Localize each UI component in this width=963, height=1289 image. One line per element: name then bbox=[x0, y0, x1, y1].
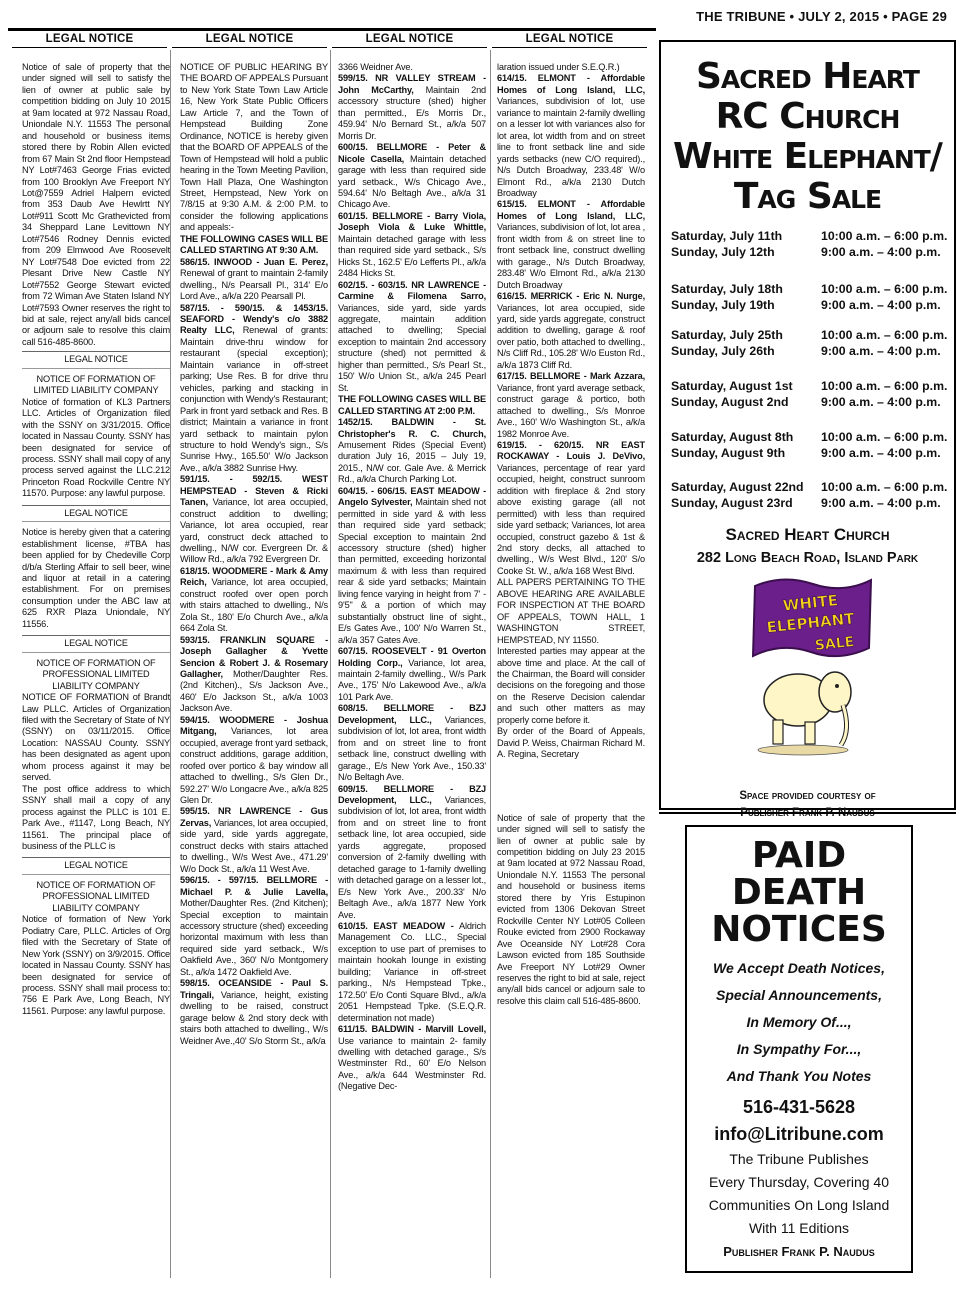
column-heading-4: LEGAL NOTICE bbox=[525, 33, 614, 45]
column-divider bbox=[170, 50, 171, 1278]
case-entry: 601/15. BELLMORE - Barry Viola, Joseph Viola & Luke Whittle, Maintain detached garage with less than required side yard setback., S/s Hicks St., 162.5' E/o Lefferts Pl., a/k/a 2484 Hicks St. bbox=[338, 210, 486, 279]
notice-title: NOTICE OF FORMATION OF PROFESSIONAL LIMITED LIABILITY COMPANY bbox=[36, 879, 156, 913]
church-name: Sacred Heart Church bbox=[725, 525, 890, 544]
top-rule bbox=[8, 28, 656, 31]
hearing-intro: NOTICE OF PUBLIC HEARING BY THE BOARD OF APPEALS Pursuant to New York State Town Law Article 16, New York State Public Officers Law Article 7, and the Town of Hempstead Building Zone Ordinance, NOTICE is hereby given that the BOARD OF APPEALS of the Town of Hempstead will hold a public hearing in the Town Meeting Pavilion, Town Hall Plaza, One Washington Street, Hempstead, New York on 7/8/15 at 9:30 A.M. & 2:00 P.M. to consider the following applications and appeals:- bbox=[180, 62, 328, 233]
case-entry: 587/15. - 590/15. & 1453/15. SEAFORD - Wendy's c/o 3882 Realty LLC, Renewal of grants: Maintain drive-thru window for restaurant (special exception); Maintain variance in off-street parking; Use Res. B for drive thru vehicles, parking and stacking in conjunction with Wendy's Restaurant; Park in front yard setback and Res. B district; Maintain a variance in front yard setback to maintain pylon structure to hold Wendy's sign., S/s Sunrise Hwy., 165.50' W/o Jackson Ave., a/k/a 3882 Sunrise Hwy. bbox=[180, 302, 328, 473]
legal-column-1 bbox=[22, 62, 170, 1017]
heading-rule bbox=[332, 47, 487, 48]
case-entry: 591/15. - 592/15. WEST HEMPSTEAD - Steven & Ricki Tanen, Variance, lot area occupied, construct addition to dwelling; Variance, lot area occupied, rear yard, construct deck attached to dwelling., N/W cor. Evergreen Dr. & Willow Rd., a/k/a 792 Evergreen Dr. bbox=[180, 474, 328, 565]
cases-heading: THE FOLLOWING CASES WILL BE CALLED STARTING AT 2:00 P.M. bbox=[338, 394, 486, 416]
case-entry: 604/15. - 606/15. EAST MEADOW - Angelo Sylvester, Maintain shed not permitted in side yard & with less than required side yard setback; Special exception to maintain 2nd accessory structure (shed) higher than permitted, exceeding horizontal maximum & with less than required rear & side yard setbacks; Maintain living fence varying in height from 7' - 9'5" & a portion of which may substantially obstruct line of sight., E/s Gates Ave., 100' N/o Warren St., a/k/a 357 Gates Ave. bbox=[338, 485, 486, 645]
notice-body: NOTICE OF FORMATION of Brandt Law PLLC. Articles of Organization filed with the Secretary of State of NY (SSNY) on 03/11/2015. Office Location: NASSAU County. SSNY has been designated as agent upon whom process against it may be served. bbox=[22, 692, 170, 783]
case-entry: 615/15. ELMONT - Affordable Homes of Long Island, LLC, Variances, subdivision of lot, lot area , front width from & on street line to front setback line, construct dwelling with garage., N/s Dutch Broadway, 283.48' W/o Elmont Rd., a/k/a 2130 Dutch Broadway bbox=[497, 199, 645, 290]
case-entry: 1452/15. BALDWIN - St. Christopher's R. C. Church, Amusement Rides (Special Event) duration July 16, 2015 – July 19, 2015., N/W cor. Gale Ave. & Merrick Rd., a/k/a Church Parking Lot. bbox=[338, 417, 486, 485]
case-entry: 599/15. NR VALLEY STREAM - John McCarthy, Maintain 2nd accessory structure (shed) higher than permitted., E/s Morris Dr., 459.94' N/o Bernard St., a/k/a 507 Morris Dr. bbox=[338, 73, 486, 141]
cases-heading: THE FOLLOWING CASES WILL BE CALLED STARTING AT 9:30 A.M. bbox=[180, 233, 328, 256]
schedule-block: Saturday, July 18th 10:00 a.m. – 6:00 p.m. Sunday, July 19th 9:00 a.m. – 4:00 p.m. bbox=[671, 282, 948, 312]
case-entry: 616/15. MERRICK - Eric N. Nurge, Variances, lot area occupied, side yard, side yards aggregate, construct addition to dwelling, garage & roof over patio, both attached to dwelling., N/s Cliff Rd., 105.28' W/o Euston Rd., a/k/a 1873 Cliff Rd. bbox=[497, 291, 645, 370]
publication-info: The Tribune Publishes Every Thursday, Covering 40 Communities On Long Island With 11 Editions bbox=[708, 1151, 890, 1236]
schedule-block: Saturday, July 11th 10:00 a.m. – 6:00 p.m. Sunday, July 12th 9:00 a.m. – 4:00 p.m. bbox=[671, 229, 948, 259]
notice-body: The post office address to which SSNY shall mail a copy of any process against the PLLC is 101 E. Park Ave., #1147, Long Beach, NY 11561. The principal place of business of the PLLC is bbox=[22, 783, 170, 851]
case-entry: 610/15. EAST MEADOW - Aldrich Management Co. LLC., Special exception to use part of premises to maintain hookah lounge in existing building; Variance in off-street parking., N/s Hempstead Tpke., 172.50' E/o Conti Square Blvd., a/k/a 2051 Hempstead Tpke. (S.E.Q.R. determination not made) bbox=[338, 920, 486, 1023]
legal-notice-heading: LEGAL NOTICE bbox=[22, 638, 170, 649]
schedule-block: Saturday, July 25th 10:00 a.m. – 6:00 p.m. Sunday, July 26th 9:00 a.m. – 4:00 p.m. bbox=[671, 328, 948, 358]
legal-notice-heading: LEGAL NOTICE bbox=[22, 508, 170, 519]
column-heading-1: LEGAL NOTICE bbox=[45, 33, 134, 45]
svg-text:SALE: SALE bbox=[814, 634, 856, 655]
case-entry: 586/15. INWOOD - Juan E. Perez, Renewal of grant to maintain 2-family dwelling., N/s Pearsall Pl., 314' E/o Lord Ave., a/k/a 220 Pearsall Pl. bbox=[180, 256, 328, 302]
column-heading-3: LEGAL NOTICE bbox=[365, 33, 454, 45]
schedule-block: Saturday, August 22nd 10:00 a.m. – 6:00 p.m. Sunday, August 23rd 9:00 a.m. – 4:00 p.m. bbox=[671, 480, 948, 510]
case-entry: 607/15. ROOSEVELT - 91 Overton Holding Corp., Variance, lot area, maintain 2-family dwelling., W/s Park Ave., 175' N/o Lakewood Ave., a/k/a 101 Park Ave. bbox=[338, 646, 486, 702]
column-heading-2: LEGAL NOTICE bbox=[205, 33, 294, 45]
column-divider bbox=[490, 50, 491, 1278]
case-entry: 593/15. FRANKLIN SQUARE - Joseph Gallagher & Yvette Sencion & Robert J. & Rosemary Gallagher, Mother/Daughter Res. (2nd Kitchen)., S/s Jackson Ave., 460' E/o Jackson St., a/k/a 1003 Jackson Ave. bbox=[180, 634, 328, 714]
legal-column-3 bbox=[338, 62, 486, 1093]
case-entry: 617/15. BELLMORE - Mark Azzara, Variance, front yard average setback, construct garage & portico, both attached to dwelling., S/s Monroe Ave., 160' W/o Washington St., a/k/a 1982 Monroe Ave. bbox=[497, 371, 645, 439]
case-entry: 614/15. ELMONT - Affordable Homes of Long Island, LLC, Variances, subdivision of lot, use variance to maintain 2-family dwelling on a lesser lot with variances also for lot area, lot width from and on street line to front setback line and side yards setbacks (new C/O required)., N/s Dutch Broadway, 233.48' W/o Elmont Rd., a/k/a 2130 Dutch Broadway bbox=[497, 73, 645, 198]
case-entry: 602/15. - 603/15. NR LAWRENCE - Carmine & Filomena Sarro, Variances, side yard, side yards aggregate, maintain addition attached to dwelling; Special exception to maintain 2nd accessory structure (shed) not permitted & higher than permitted., S/s Pearl St., 150' W/o Union St., a/k/a 245 Pearl St. bbox=[338, 279, 486, 393]
schedule-block: Saturday, August 8th 10:00 a.m. – 6:00 p.m. Sunday, August 9th 9:00 a.m. – 4:00 p.m. bbox=[671, 430, 948, 460]
case-entry: 595/15. NR LAWRENCE - Gus Zervas, Variances, lot area occupied, side yard, side yards aggregate, construct decks with stairs attached to dwelling., W/s West Ave., 471.29' W/o Dock St., a/k/a 11 West Ave. bbox=[180, 806, 328, 874]
heading-rule bbox=[492, 47, 647, 48]
masthead: THE TRIBUNE • JULY 2, 2015 • PAGE 29 bbox=[696, 9, 947, 24]
publisher-credit: Publisher Frank P. Naudus bbox=[723, 1244, 875, 1259]
case-entry: 609/15. BELLMORE - BZJ Development, LLC., Variances, subdivision of lot, lot area, front width from and on street line to front setback line, lot area occupied, side yards aggregate, proposed conversion of 2-family dwelling with detached garage to 1-family dwelling with detached garage on a lesser lot., E/s New York Ave., 200.33' N/o Beltagh Ave., a/k/a 1877 New York Ave. bbox=[338, 783, 486, 920]
paid-death-notices-ad bbox=[685, 825, 913, 1273]
papers-notice: ALL PAPERS PERTAINING TO THE ABOVE HEARING ARE AVAILABLE FOR INSPECTION AT THE BOARD OF APPEALS, TOWN HALL, 1 WASHINGTON STREET, HEMPSTEAD, NY 11550. bbox=[497, 577, 645, 645]
schedule-block: Saturday, August 1st 10:00 a.m. – 6:00 p.m. Sunday, August 2nd 9:00 a.m. – 4:00 p.m. bbox=[671, 379, 948, 409]
svg-text:WHITE: WHITE bbox=[782, 591, 839, 615]
courtesy-credit: Space provided courtesy of Publisher Frank P. Naudus bbox=[739, 790, 876, 819]
case-continuation: laration issued under S.E.Q.R.) bbox=[497, 62, 620, 72]
hearing-closing: Interested parties may appear at the above time and place. At the call of the Chairman, the Board will consider decisions on the foregoing and those on the Reserve Decision calendar and such other matters as may properly come before it. bbox=[497, 646, 645, 725]
case-entry: 596/15. - 597/15. BELLMORE - Michael P. & Julie Lavella, Mother/Daughter Res. (2nd Kitchen); Special exception to maintain accessory structure (shed) exceeding horizontal maximum with less than required side yard setback., W/s Oakfield Ave., 360' N/o Montgomery St., a/k/a 1472 Oakfield Ave. bbox=[180, 875, 328, 977]
white-elephant-sale-ad bbox=[659, 40, 956, 819]
white-elephant-logo-icon bbox=[743, 570, 878, 760]
sidebar-separator bbox=[659, 812, 956, 814]
svg-text:ELEPHANT: ELEPHANT bbox=[765, 609, 856, 637]
notice-body: Notice of formation of KL3 Partners LLC. Articles of Organization filed with the SSNY on 3/31/2015. Office located in Nassau County. SSNY has been designated for service of process. SSNY shall mail copy of any process served against the LLC.212 Princeton Road Rockville Centre NY 11570. Purpose: any lawful purpose. bbox=[22, 396, 170, 499]
death-notices-heading: PAID DEATH NOTICES bbox=[711, 835, 887, 950]
accepted-notices-list: We Accept Death Notices, Special Announcements, In Memory Of..., In Sympathy For..., And Thank You Notes bbox=[713, 960, 885, 1084]
case-entry: 619/15. - 620/15. NR EAST ROCKAWAY - Louis J. DeVivo, Variances, percentage of rear yard occupied, height, construct sunroom addition with fireplace & 2nd story above existing garage (all not permitted) with less than required side yard setback; Variances, lot area occupied, construct gazebo & 1st & 2nd story decks, all attached to dwelling., W/s West Blvd., 120' S/o Cooke St. W., a/k/a 168 West Blvd. bbox=[497, 439, 645, 576]
case-entry: 600/15. BELLMORE - Peter & Nicole Casella, Maintain detached garage with less than required side yard setback., W/s Chicago Ave., 594.64' N/o Beltagh Ave., a/k/a 31 Chicago Ave. bbox=[338, 142, 486, 210]
notice-title: NOTICE OF FORMATION OF LIMITED LIABILITY COMPANY bbox=[33, 373, 159, 396]
notice-title: NOTICE OF FORMATION OF PROFESSIONAL LIMITED LIABILITY COMPANY bbox=[36, 657, 156, 691]
phone-number: 516-431-5628 bbox=[742, 1097, 856, 1117]
case-entry: 618/15. WOODMERE - Mark & Amy Reich, Variance, lot area occupied, construct roofed over open porch with stairs attached to dwelling., N/s Zola St., 180' E/o Church Ave., a/k/a 664 Zola St. bbox=[180, 565, 328, 634]
sale-notice: Notice of sale of property that the under signed will sell to satisfy the lien of owner at public sale by competition bidding on July 10 2015 at 9am located at 972 Nassau Road, Uniondale N.Y. 11553 The personal and household or business items stored there by Robin Allen evicted from 67 Main St 2nd floor Hempstead NY Lot#7463 George Frias evicted from 100 Brooklyn Ave Freeport NY Lot@7559 Adriel Halpern evicted from 353 Daub Ave Hewlrtt NY Lot#911 Scott Mc Grathevicted from 34 Sheppard Lane Levittown NY Lot#7546 Rodney Dennis evicted from 209 Elmwood Ave Roosevelt NY Lot#7548 Doe evicted from 22 Plesant Drive New Castle NY Lot#7552 George Stewart evicted from 72 Wiman Ave Staten Island NY Lot#7593 Owner reserves the right to bid at sale, reject any/all bids cancel or adjourn sale to resolve this claim call 516-485-8600. bbox=[22, 62, 170, 347]
case-entry: 608/15. BELLMORE - BZJ Development, LLC., Variances, subdivision of lot, lot area, front width from and on street line to front setback line, construct dwelling with garage., E/s New York Ave., 150.33' N/o Beltagh Ave. bbox=[338, 703, 486, 783]
legal-column-2 bbox=[180, 62, 328, 1047]
column-divider bbox=[330, 50, 331, 1278]
board-signature: By order of the Board of Appeals, David P. Weiss, Chairman Richard M. A. Regina, Secretary bbox=[497, 726, 645, 760]
heading-rule bbox=[12, 47, 167, 48]
case-entry: 594/15. WOODMERE - Joshua Mitgang, Variances, lot area occupied, average front yard setback, construct additions, garage addition, roofed over portico & bay window all attached to dwelling., S/s Glen Dr., 592.27' W/o Longacre Ave., a/k/a 825 Glen Dr. bbox=[180, 714, 328, 805]
legal-column-4 bbox=[497, 62, 645, 1007]
sale-notice: Notice of sale of property that the under signed will sell to satisfy the lien of owner at public sale by competition bidding on July 23 2015 at 9am located at 972 Nassau Road, Uniondale N.Y. 11553 The personal and household or business items stored there by Yris Estupinon evicted from 1306 Dekovan Street Rockville Center NY Lot#05 Colleen Rouke evicted from 2900 Rockaway Ave Oceanside NY Lot#28 Cora Lawson evicted from 185 Southside Ave Freeport NY Lot#29 Owner reserves the right to bid at sale, reject any/all bids cancel or adjourn sale to resolve this claim call 516-485-8600. bbox=[497, 812, 645, 1006]
notice-body: Notice of formation of New York Podiatry Care, PLLC. Articles of Org filed with the Secretary of State of New York (SSNY) on 3/9/2015. Office located in Nassau County. SSNY has been designated for service of process. SSNY shall mail process to: 756 E Park Ave, Long Beach, NY 11561. Purpose: any lawful purpose. bbox=[22, 914, 170, 1016]
case-entry: 598/15. OCEANSIDE - Paul S. Tringali, Variance, height, existing dwelling to be raised, construct garage below & 2nd story deck with stairs both attached to dwelling., W/s Weidner Ave.,40' S/o Storm St., a/k/a bbox=[180, 978, 328, 1046]
legal-notice-heading: LEGAL NOTICE bbox=[22, 354, 170, 365]
legal-notice-heading: LEGAL NOTICE bbox=[22, 860, 170, 871]
contact-email: info@Litribune.com bbox=[714, 1124, 884, 1144]
church-address: 282 Long Beach Road, Island Park bbox=[696, 550, 919, 566]
ad-title: Sacred Heart RC Church White Elephant/ Tag Sale bbox=[673, 56, 942, 217]
case-continuation: 3366 Weidner Ave. bbox=[338, 62, 413, 72]
notice-body: Notice is hereby given that a catering establishment license, #TBA has been applied for by Chedeville Corp d/b/a Sterling Affair to sell beer, wine and liquor at retail in a catering establishment. For on premises consumption under the ABC law at 625 RXR Plaza Uniondale, NY 11556. bbox=[22, 527, 170, 629]
case-entry: 611/15. BALDWIN - Marvill Lovell, Use variance to maintain 2- family dwelling with detached garage., S/s Westminster Rd., 60' E/o Nelson Ave., a/k/a 644 Westminster Rd. (Negative Dec- bbox=[338, 1024, 486, 1092]
heading-rule bbox=[172, 47, 327, 48]
